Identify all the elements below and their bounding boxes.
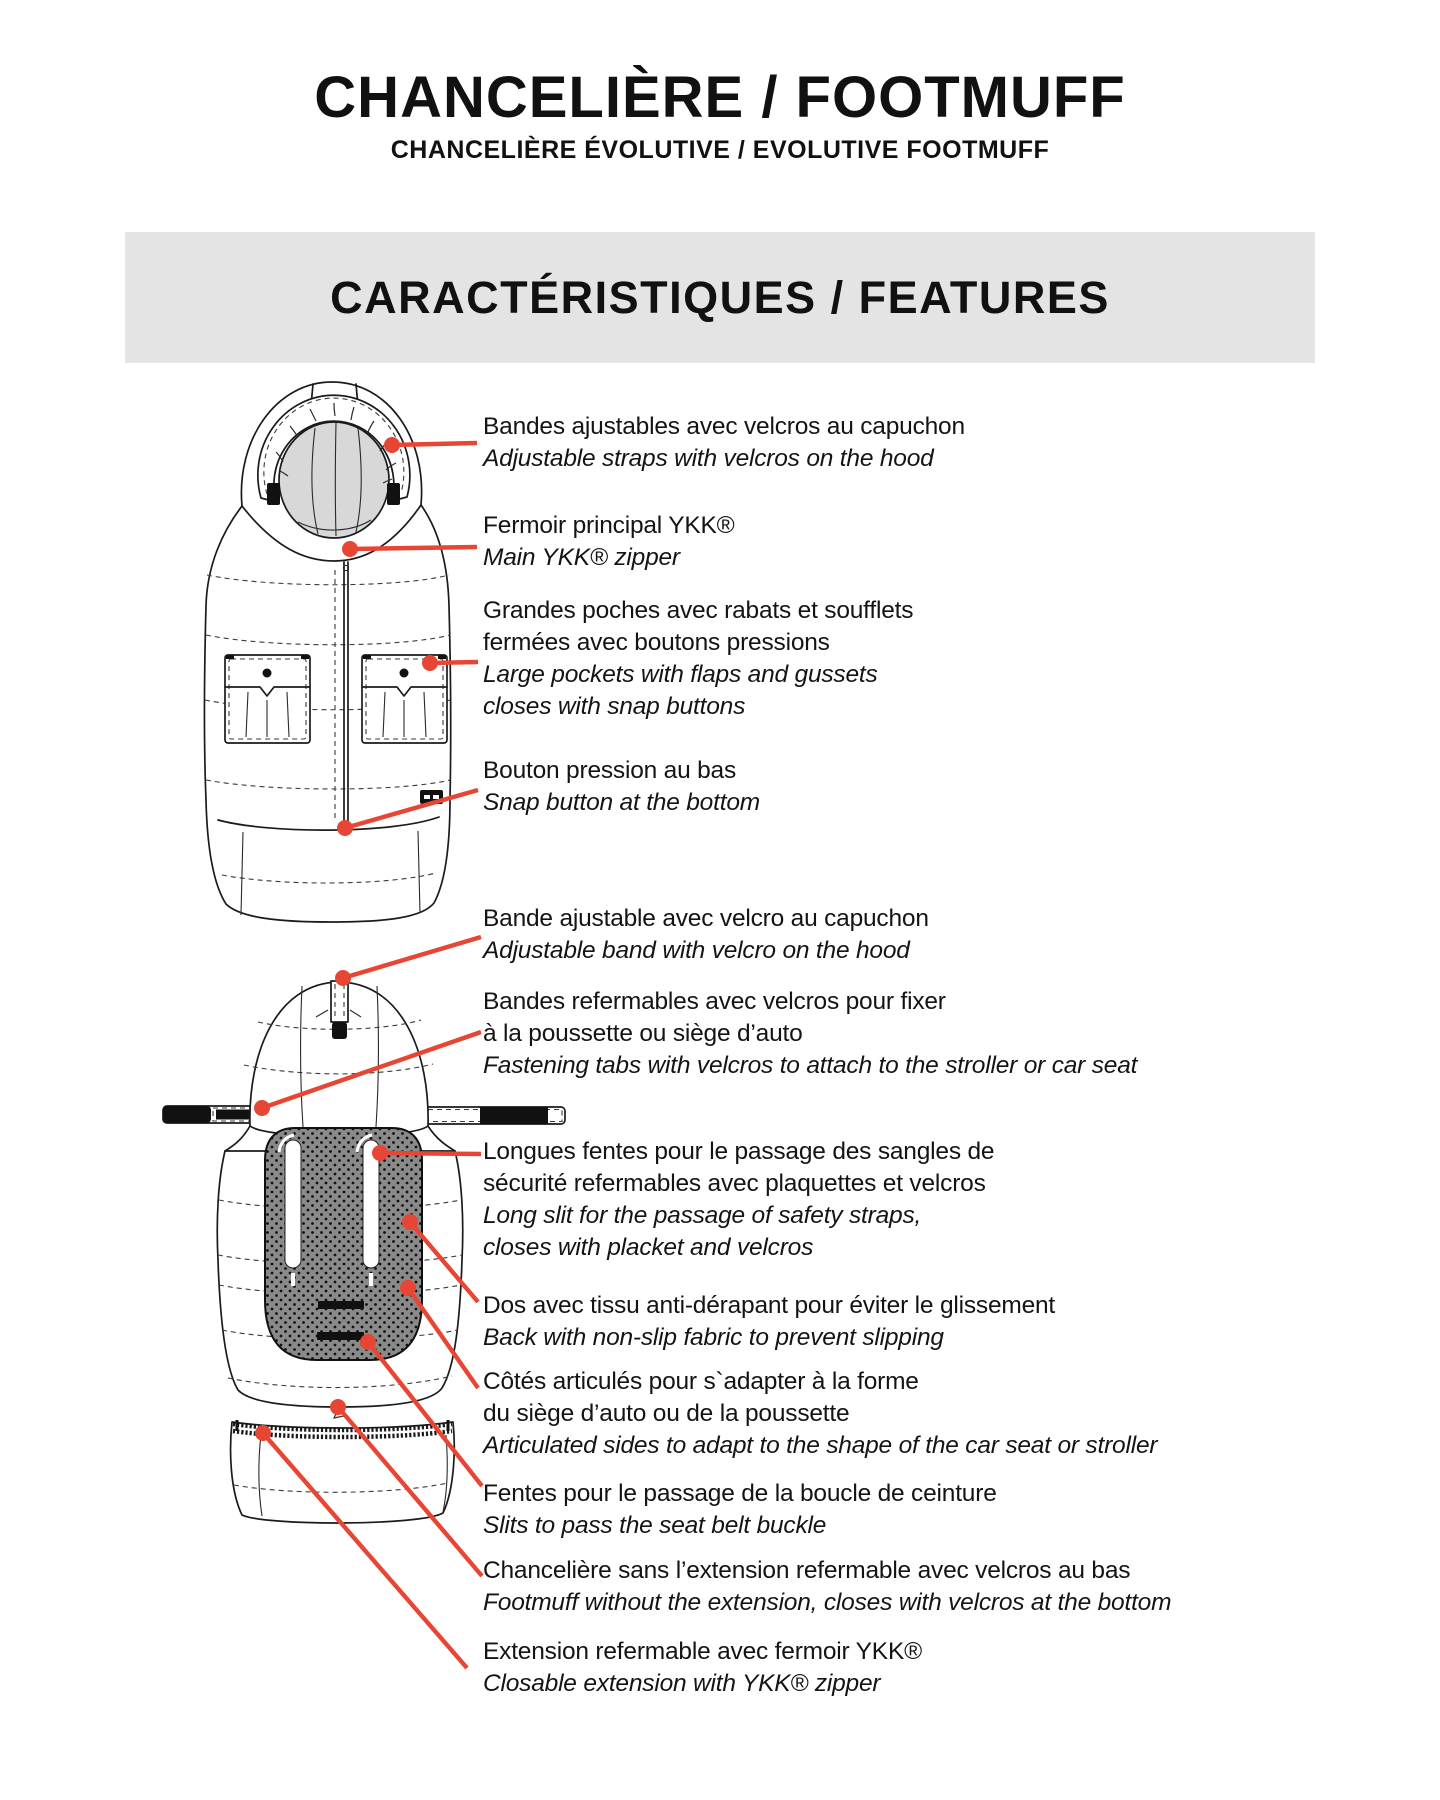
- page-subtitle: CHANCELIÈRE ÉVOLUTIVE / EVOLUTIVE FOOTMUFF: [390, 136, 1050, 164]
- footmuff-front-diagram: [130, 370, 460, 930]
- buckle-slit-upper: [318, 1301, 364, 1309]
- hood-strap-left: [267, 483, 280, 505]
- feature-text-fr: Bandes refermables avec velcros pour fixer: [483, 988, 946, 1015]
- feature-text-en: Footmuff without the extension, closes with velcros at the bottom: [483, 1589, 1172, 1616]
- feature-text-en: Back with non-slip fabric to prevent slipping: [483, 1324, 944, 1351]
- feature-text-en: Large pockets with flaps and gussets: [483, 661, 878, 688]
- pocket-left: [225, 655, 310, 743]
- feature-back-fastening-tabs: [483, 986, 1137, 1082]
- feature-text-en: Main YKK® zipper: [483, 544, 680, 571]
- feature-back-articulated-sides: [483, 1366, 1157, 1462]
- feature-text-en: Adjustable band with velcro on the hood: [483, 937, 910, 964]
- hood-back: [225, 981, 455, 1151]
- feature-text-en: Closable extension with YKK® zipper: [483, 1670, 881, 1697]
- feature-text-en: Fastening tabs with velcros to attach to the stroller or car seat: [483, 1052, 1138, 1079]
- feature-text-fr: Grandes poches avec rabats et soufflets: [483, 597, 914, 624]
- feature-back-buckle-slits: [483, 1478, 997, 1542]
- fastening-tab-right: [407, 1107, 565, 1124]
- feature-text-fr: Chancelière sans l’extension refermable avec velcros au bas: [483, 1557, 1131, 1584]
- feature-text-fr: Fentes pour le passage de la boucle de ceinture: [483, 1480, 997, 1507]
- section-header-band: [125, 232, 1315, 363]
- feature-text-fr: Bandes ajustables avec velcros au capuchon: [483, 413, 965, 440]
- feature-back-hood-band: [483, 903, 929, 967]
- feature-front-hood-straps: [483, 411, 965, 475]
- feature-text-fr: Longues fentes pour le passage des sangles de: [483, 1138, 995, 1165]
- feature-text-en: closes with placket and velcros: [483, 1234, 814, 1261]
- brand-label: [420, 790, 443, 804]
- feature-front-bottom-snap: [483, 755, 760, 819]
- hood-opening: [279, 422, 389, 538]
- feature-text-fr: fermées avec boutons pressions: [483, 629, 830, 656]
- closable-extension: [231, 1420, 455, 1523]
- section-header: CARACTÉRISTIQUES / FEATURES: [330, 271, 1110, 323]
- feature-text-fr: Côtés articulés pour s`adapter à la forme: [483, 1368, 919, 1395]
- hood-strap-right: [387, 483, 400, 505]
- buckle-slit-lower: [317, 1332, 364, 1340]
- feature-text-en: Long slit for the passage of safety straps,: [483, 1202, 922, 1229]
- feature-text-en: Articulated sides to adapt to the shape of the car seat or stroller: [483, 1432, 1158, 1459]
- feature-text-fr: Bouton pression au bas: [483, 757, 737, 784]
- feature-text-fr: à la poussette ou siège d’auto: [483, 1020, 803, 1047]
- feature-text-fr: sécurité refermables avec plaquettes et velcros: [483, 1170, 986, 1197]
- feature-text-fr: du siège d’auto ou de la poussette: [483, 1400, 850, 1427]
- feature-back-strap-slits: [483, 1136, 994, 1264]
- feature-front-pockets: [483, 595, 913, 723]
- nonslip-back-panel: [265, 1128, 422, 1360]
- pocket-right: [362, 655, 447, 743]
- feature-text-en: Adjustable straps with velcros on the hood: [483, 445, 934, 472]
- feature-front-main-zipper: [483, 510, 734, 574]
- feature-text-fr: Extension refermable avec fermoir YKK®: [483, 1638, 922, 1665]
- feature-back-nonslip: [483, 1290, 1055, 1354]
- feature-text-en: Slits to pass the seat belt buckle: [483, 1512, 827, 1539]
- bottom-zipper-pull: [334, 1407, 344, 1418]
- feature-text-en: Snap button at the bottom: [483, 789, 760, 816]
- feature-text-fr: Fermoir principal YKK®: [483, 512, 735, 539]
- feature-back-without-extension: [483, 1555, 1171, 1619]
- feature-text-fr: Dos avec tissu anti-dérapant pour éviter le glissement: [483, 1292, 1056, 1319]
- feature-back-extension: [483, 1636, 922, 1700]
- feature-text-fr: Bande ajustable avec velcro au capuchon: [483, 905, 929, 932]
- page-title: CHANCELIÈRE / FOOTMUFF: [314, 65, 1126, 130]
- feature-text-en: closes with snap buttons: [483, 693, 746, 720]
